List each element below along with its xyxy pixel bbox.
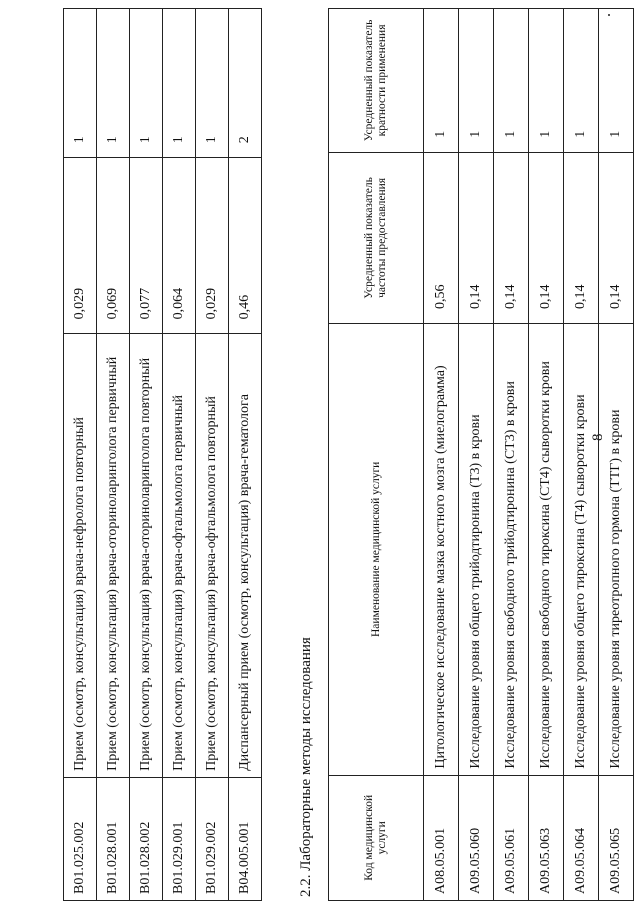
cell-frequency: 0,029 bbox=[196, 158, 229, 334]
header-code: Код медицинской услуги bbox=[329, 775, 424, 900]
cell-multiplicity: 1 bbox=[196, 9, 229, 158]
cell-frequency: 0,029 bbox=[64, 158, 97, 334]
cell-name: Исследование уровня свободного тироксина (СТ4) сыворотки крови bbox=[529, 324, 564, 776]
section-title: 2.2. Лабораторные методы исследования bbox=[298, 637, 314, 897]
table-row bbox=[196, 9, 229, 901]
cell-frequency: 0,064 bbox=[163, 158, 196, 334]
cell-frequency: 0,14 bbox=[494, 152, 529, 323]
cell-frequency: 0,14 bbox=[529, 152, 564, 323]
cell-code: B01.025.002 bbox=[64, 777, 97, 900]
cell-code: A09.05.060 bbox=[459, 775, 494, 900]
cell-code: B01.028.001 bbox=[97, 777, 130, 900]
table-header-row bbox=[329, 9, 424, 901]
cell-frequency: 0,069 bbox=[97, 158, 130, 334]
header-frequency: Усредненный показатель частоты предоставления bbox=[329, 152, 424, 323]
cell-frequency: 0,14 bbox=[599, 152, 634, 323]
header-name: Наименование медицинской услуги bbox=[329, 324, 424, 776]
cell-name: Исследование уровня общего трийодтиронина (Т3) в крови bbox=[459, 324, 494, 776]
table-row bbox=[529, 9, 564, 901]
cell-name: Прием (осмотр, консультация) врача-оториноларинголога первичный bbox=[97, 334, 130, 777]
cell-code: B04.005.001 bbox=[229, 777, 262, 900]
cell-name: Исследование уровня тиреотропного гормона (ТТГ) в крови bbox=[599, 324, 634, 776]
table-row bbox=[97, 9, 130, 901]
cell-code: A09.05.065 bbox=[599, 775, 634, 900]
cell-name: Прием (осмотр, консультация) врача-офтальмолога повторный bbox=[196, 334, 229, 777]
cell-multiplicity: 1 bbox=[529, 9, 564, 153]
cell-name: Прием (осмотр, консультация) врача-офтальмолога первичный bbox=[163, 334, 196, 777]
cell-multiplicity: 2 bbox=[229, 9, 262, 158]
table-row bbox=[599, 9, 634, 901]
cell-code: B01.029.002 bbox=[196, 777, 229, 900]
table-row bbox=[229, 9, 262, 901]
cell-multiplicity: 1 bbox=[599, 9, 634, 153]
lab-methods-table bbox=[328, 8, 634, 901]
cell-name: Исследование уровня общего тироксина (Т4) сыворотки крови bbox=[564, 324, 599, 776]
cell-code: A09.05.063 bbox=[529, 775, 564, 900]
cell-frequency: 0,14 bbox=[459, 152, 494, 323]
cell-multiplicity: 1 bbox=[459, 9, 494, 153]
cell-code: B01.028.002 bbox=[130, 777, 163, 900]
services-table-continued bbox=[63, 8, 262, 901]
table-row bbox=[130, 9, 163, 901]
cell-multiplicity: 1 bbox=[424, 9, 459, 153]
table-row bbox=[424, 9, 459, 901]
cell-frequency: 0,14 bbox=[564, 152, 599, 323]
cell-frequency: 0,077 bbox=[130, 158, 163, 334]
cell-name: Цитологическое исследование мазка костного мозга (миелограмма) bbox=[424, 324, 459, 776]
table-row bbox=[163, 9, 196, 901]
cell-code: A09.05.064 bbox=[564, 775, 599, 900]
cell-multiplicity: 1 bbox=[494, 9, 529, 153]
cell-code: B01.029.001 bbox=[163, 777, 196, 900]
cell-multiplicity: 1 bbox=[64, 9, 97, 158]
cell-frequency: 0,56 bbox=[424, 152, 459, 323]
table-row bbox=[494, 9, 529, 901]
table-row bbox=[64, 9, 97, 901]
table-row bbox=[459, 9, 494, 901]
cell-code: A09.05.061 bbox=[494, 775, 529, 900]
header-multiplicity: Усредненный показатель кратности применения bbox=[329, 9, 424, 153]
table-row bbox=[564, 9, 599, 901]
cell-multiplicity: 1 bbox=[97, 9, 130, 158]
page-number: 8 bbox=[590, 433, 606, 441]
cell-name: Диспансерный прием (осмотр, консультация) врача-гематолога bbox=[229, 334, 262, 777]
cell-name: Прием (осмотр, консультация) врача-нефролога повторный bbox=[64, 334, 97, 777]
cell-code: A08.05.001 bbox=[424, 775, 459, 900]
cell-multiplicity: 1 bbox=[130, 9, 163, 158]
cell-name: Исследование уровня свободного трийодтиронина (СТ3) в крови bbox=[494, 324, 529, 776]
cell-name: Прием (осмотр, консультация) врача-оториноларинголога повторный bbox=[130, 334, 163, 777]
cell-frequency: 0,46 bbox=[229, 158, 262, 334]
cell-multiplicity: 1 bbox=[564, 9, 599, 153]
cell-multiplicity: 1 bbox=[163, 9, 196, 158]
